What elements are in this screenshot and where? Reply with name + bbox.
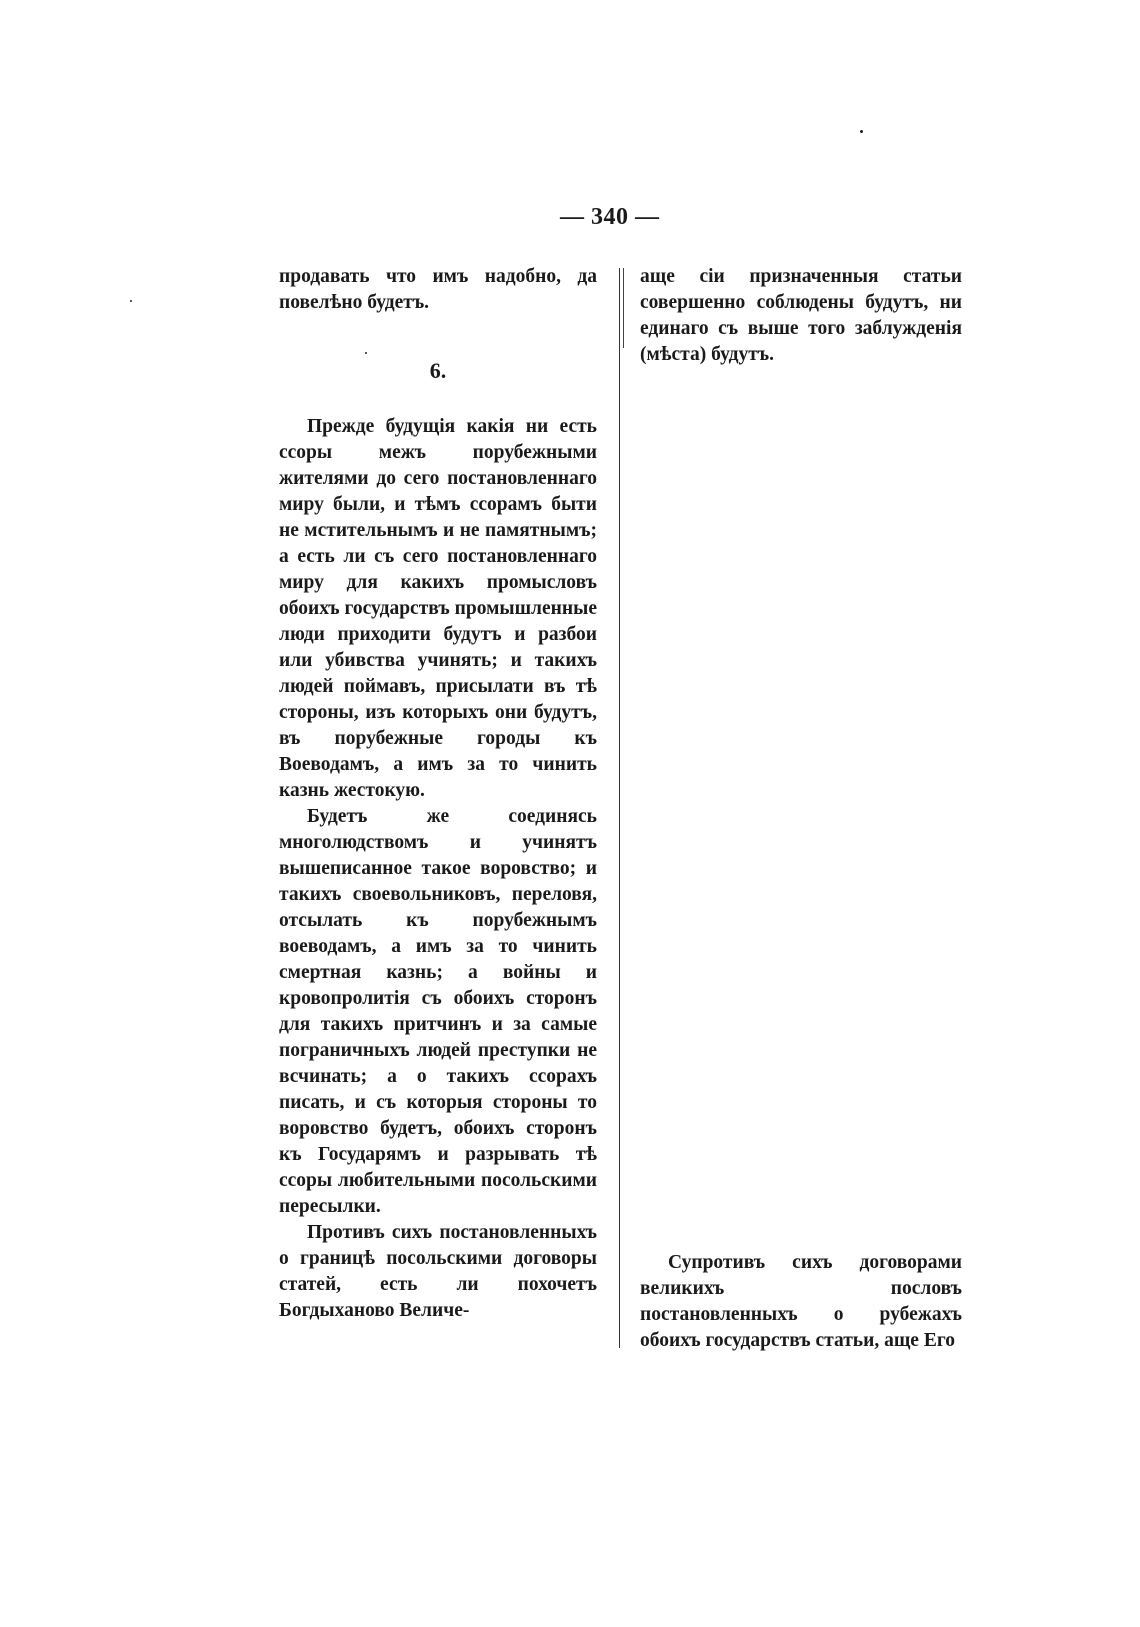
paragraph-2: Будетъ же соединясь многолюдствомъ и учинятъ вышеписанное такое воровство; и такихъ своевольниковъ, переловя, отсылать къ порубежнымъ воеводамъ, а имъ за то чинить смертная казнь; а войны и кровопролитія съ обоихъ сторонъ для такихъ притчинъ и за самые пограничныхъ людей преступки не всчинать; а о такихъ ссорахъ писать, и съ которыя стороны то воровство будетъ, обоихъ сторонъ къ Государямъ и разрывать тѣ ссоры любительными посольскими пересылки. <box>279 806 597 1217</box>
right-top-paragraph: аще сіи призначенныя статьи совершенно соблюдены будутъ, ни единаго съ выше того заблужденія (мѣста) будутъ. <box>640 266 962 365</box>
left-column <box>279 264 597 1324</box>
paragraph-3: Противъ сихъ постановленныхъ о границѣ посольскими договоры статей, есть ли похочетъ Богдыханово Величе- <box>279 1222 597 1321</box>
print-speck <box>860 130 863 133</box>
opening-paragraph: продавать что имъ надобно, да повелѣно будетъ. <box>279 266 597 313</box>
right-column-bottom <box>640 1250 962 1354</box>
right-column-top <box>640 264 962 368</box>
paragraph-1: Прежде будущія какія ни есть ссоры межъ порубежными жителями до сего постановленнаго миру были, и тѣмъ ссорамъ быти не мстительнымъ и не памятнымъ; а есть ли съ сего постановленнаго миру для какихъ промысловъ обоихъ государствъ промышленные люди приходити будутъ и разбои или убивства учинять; и такихъ людей поймавъ, присылати въ тѣ стороны, изъ которыхъ они будутъ, въ порубежные городы къ Воеводамъ, а имъ за то чинить казнь жестокую. <box>279 416 597 801</box>
column-divider <box>619 268 620 1348</box>
print-speck <box>365 352 367 354</box>
page-number: — 340 — <box>560 204 660 230</box>
section-number: 6. <box>429 358 447 383</box>
right-bottom-paragraph: Супротивъ сихъ договорами великихъ пословъ постановленныхъ о рубежахъ обоихъ государствъ статьи, аще Его <box>640 1252 962 1351</box>
column-divider-short <box>623 268 624 348</box>
print-speck <box>130 300 132 302</box>
